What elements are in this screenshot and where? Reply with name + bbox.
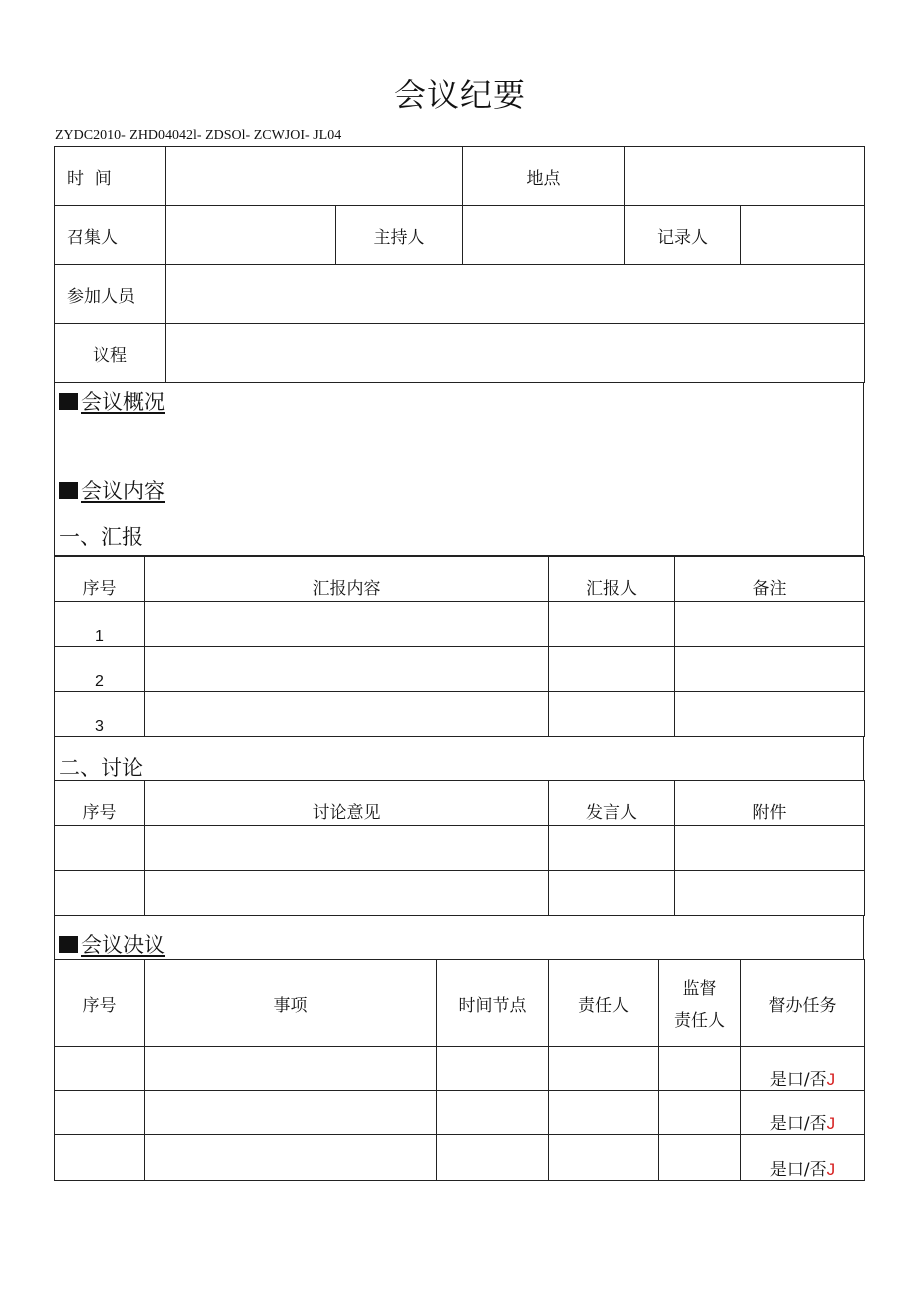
seq-cell[interactable] xyxy=(55,1047,145,1091)
table-row xyxy=(55,826,865,871)
report-content-cell[interactable] xyxy=(145,647,549,692)
info-row-people xyxy=(55,206,865,265)
deadline-cell[interactable] xyxy=(437,1047,549,1091)
content-heading: 会议内容 xyxy=(57,475,165,505)
row-number: 2 xyxy=(55,647,145,692)
remark-cell[interactable] xyxy=(675,692,865,737)
overview-field[interactable] xyxy=(55,419,863,469)
black-square-icon xyxy=(59,393,78,410)
seq-cell[interactable] xyxy=(55,1135,145,1181)
resolution-heading: 会议决议 xyxy=(57,929,165,959)
owner-cell[interactable] xyxy=(549,1135,659,1181)
discussion-heading: 二、讨论 xyxy=(59,756,143,780)
report-heading: 一、汇报 xyxy=(59,525,143,549)
row-number: 3 xyxy=(55,692,145,737)
meeting-info-table xyxy=(54,146,865,383)
owner-cell[interactable] xyxy=(549,1047,659,1091)
item-cell[interactable] xyxy=(145,1135,437,1181)
info-row-time xyxy=(55,147,865,206)
report-col-content: 汇报内容 xyxy=(145,557,549,602)
discussion-heading-block xyxy=(54,737,864,781)
table-row xyxy=(55,1091,865,1135)
opinion-cell[interactable] xyxy=(145,871,549,916)
table-row xyxy=(55,692,865,737)
black-square-icon xyxy=(59,482,78,499)
remark-cell[interactable] xyxy=(675,647,865,692)
seq-cell[interactable] xyxy=(55,871,145,916)
document-code: ZYDC2010- ZHD04042l- ZDSOl- ZCWJOI- JL04 xyxy=(55,128,342,143)
convener-label: 召集人 xyxy=(55,206,166,265)
item-cell[interactable] xyxy=(145,1091,437,1135)
supervision-yes-no[interactable]: 是口/否J xyxy=(741,1135,865,1181)
table-row xyxy=(55,647,865,692)
item-cell[interactable] xyxy=(145,1047,437,1091)
discussion-col-attachment: 附件 xyxy=(675,781,865,826)
recorder-field[interactable] xyxy=(741,206,865,265)
attachment-cell[interactable] xyxy=(675,826,865,871)
speaker-cell[interactable] xyxy=(549,826,675,871)
place-label: 地点 xyxy=(463,147,625,206)
deadline-cell[interactable] xyxy=(437,1091,549,1135)
time-label: 时 间 xyxy=(55,147,166,206)
host-label: 主持人 xyxy=(336,206,463,265)
overview-heading: 会议概况 xyxy=(57,386,165,416)
table-row xyxy=(55,1047,865,1091)
attendees-field[interactable] xyxy=(166,265,865,324)
resolution-header-row xyxy=(55,960,865,1047)
table-row xyxy=(55,871,865,916)
agenda-label: 议程 xyxy=(55,324,166,383)
info-row-attendees xyxy=(55,265,865,324)
table-row xyxy=(55,602,865,647)
discussion-header-row xyxy=(55,781,865,826)
supervisor-cell[interactable] xyxy=(659,1135,741,1181)
meeting-minutes-form xyxy=(54,146,864,1181)
opinion-cell[interactable] xyxy=(145,826,549,871)
speaker-cell[interactable] xyxy=(549,871,675,916)
discussion-col-speaker: 发言人 xyxy=(549,781,675,826)
report-col-reporter: 汇报人 xyxy=(549,557,675,602)
table-row xyxy=(55,1135,865,1181)
recorder-label: 记录人 xyxy=(625,206,741,265)
discussion-col-opinion: 讨论意见 xyxy=(145,781,549,826)
discussion-col-seq: 序号 xyxy=(55,781,145,826)
overview-block xyxy=(54,383,864,556)
seq-cell[interactable] xyxy=(55,1091,145,1135)
report-content-cell[interactable] xyxy=(145,692,549,737)
attachment-cell[interactable] xyxy=(675,871,865,916)
supervisor-label-line1: 监督 xyxy=(682,979,717,999)
supervision-yes-no[interactable]: 是口/否J xyxy=(741,1091,865,1135)
discussion-table xyxy=(54,780,865,916)
remark-cell[interactable] xyxy=(675,602,865,647)
convener-field[interactable] xyxy=(166,206,336,265)
supervisor-cell[interactable] xyxy=(659,1047,741,1091)
resolution-col-supervision-task: 督办任务 xyxy=(741,960,865,1047)
supervisor-label-line2: 责任人 xyxy=(674,1011,725,1031)
seq-cell[interactable] xyxy=(55,826,145,871)
reporter-cell[interactable] xyxy=(549,692,675,737)
black-square-icon xyxy=(59,936,78,953)
report-col-seq: 序号 xyxy=(55,557,145,602)
deadline-cell[interactable] xyxy=(437,1135,549,1181)
reporter-cell[interactable] xyxy=(549,647,675,692)
report-content-cell[interactable] xyxy=(145,602,549,647)
owner-cell[interactable] xyxy=(549,1091,659,1135)
row-number: 1 xyxy=(55,602,145,647)
report-col-remark: 备注 xyxy=(675,557,865,602)
host-field[interactable] xyxy=(463,206,625,265)
agenda-field[interactable] xyxy=(166,324,865,383)
info-row-agenda xyxy=(55,324,865,383)
report-header-row xyxy=(55,557,865,602)
resolution-col-supervisor xyxy=(659,960,741,1047)
resolution-table xyxy=(54,959,865,1181)
supervisor-cell[interactable] xyxy=(659,1091,741,1135)
reporter-cell[interactable] xyxy=(549,602,675,647)
resolution-heading-block xyxy=(54,916,864,960)
resolution-col-item: 事项 xyxy=(145,960,437,1047)
time-field[interactable] xyxy=(166,147,463,206)
page-title: 会议纪要 xyxy=(393,76,526,114)
resolution-col-deadline: 时间节点 xyxy=(437,960,549,1047)
report-table xyxy=(54,556,865,737)
resolution-col-seq: 序号 xyxy=(55,960,145,1047)
supervision-yes-no[interactable]: 是口/否J xyxy=(741,1047,865,1091)
place-field[interactable] xyxy=(625,147,865,206)
attendees-label: 参加人员 xyxy=(55,265,166,324)
resolution-col-owner: 责任人 xyxy=(549,960,659,1047)
